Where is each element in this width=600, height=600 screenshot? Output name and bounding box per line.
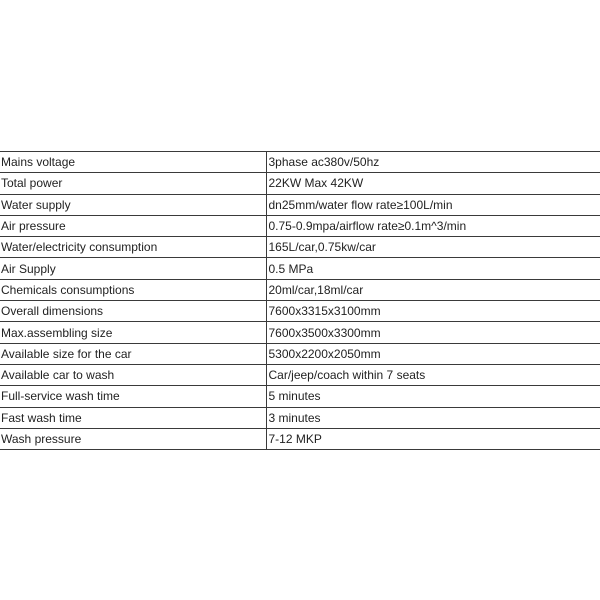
spec-table	[0, 151, 600, 450]
spec-label: Air Supply	[0, 258, 266, 279]
table-row	[0, 343, 600, 364]
spec-label: Max.assembling size	[0, 322, 266, 343]
spec-value: 5300x2200x2050mm	[266, 343, 600, 364]
spec-value: 3 minutes	[266, 407, 600, 428]
spec-label: Full-service wash time	[0, 386, 266, 407]
spec-label: Available size for the car	[0, 343, 266, 364]
table-row	[0, 279, 600, 300]
spec-value: 7-12 MKP	[266, 428, 600, 449]
spec-label: Water supply	[0, 194, 266, 215]
table-row	[0, 258, 600, 279]
spec-label: Fast wash time	[0, 407, 266, 428]
table-row	[0, 364, 600, 385]
spec-value: 5 minutes	[266, 386, 600, 407]
spec-value: 165L/car,0.75kw/car	[266, 237, 600, 258]
table-row	[0, 407, 600, 428]
table-row	[0, 428, 600, 449]
spec-value: 22KW Max 42KW	[266, 173, 600, 194]
spec-label: Water/electricity consumption	[0, 237, 266, 258]
spec-label: Air pressure	[0, 215, 266, 236]
spec-label: Chemicals consumptions	[0, 279, 266, 300]
table-row	[0, 152, 600, 173]
table-row	[0, 237, 600, 258]
spec-value: 3phase ac380v/50hz	[266, 152, 600, 173]
spec-value: dn25mm/water flow rate≥100L/min	[266, 194, 600, 215]
spec-value: 7600x3315x3100mm	[266, 301, 600, 322]
table-row	[0, 322, 600, 343]
spec-label: Available car to wash	[0, 364, 266, 385]
spec-label: Total power	[0, 173, 266, 194]
table-row	[0, 173, 600, 194]
table-row	[0, 301, 600, 322]
spec-value: 0.75-0.9mpa/airflow rate≥0.1m^3/min	[266, 215, 600, 236]
spec-value: 0.5 MPa	[266, 258, 600, 279]
spec-label: Wash pressure	[0, 428, 266, 449]
spec-value: Car/jeep/coach within 7 seats	[266, 364, 600, 385]
table-row	[0, 215, 600, 236]
table-row	[0, 386, 600, 407]
spec-label: Overall dimensions	[0, 301, 266, 322]
spec-value: 20ml/car,18ml/car	[266, 279, 600, 300]
table-row	[0, 194, 600, 215]
spec-value: 7600x3500x3300mm	[266, 322, 600, 343]
spec-label: Mains voltage	[0, 152, 266, 173]
